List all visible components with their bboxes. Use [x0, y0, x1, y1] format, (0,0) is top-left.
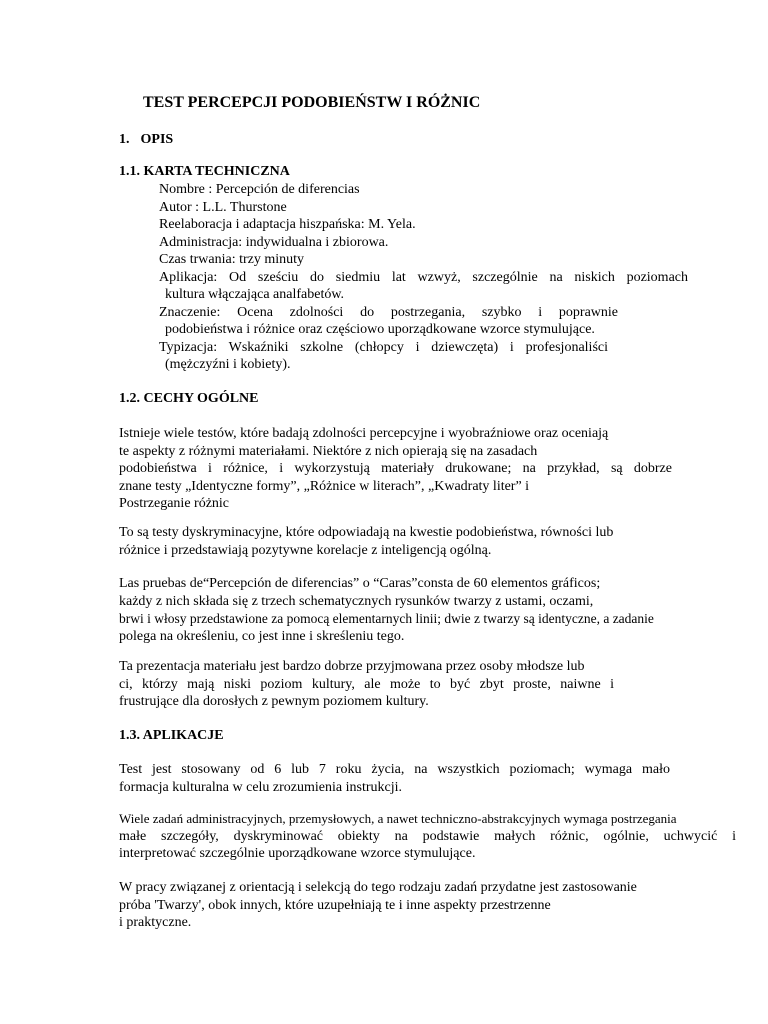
section-number: 1. [119, 132, 130, 147]
section-label: OPIS [140, 132, 174, 147]
list-item: Aplikacja: Od sześciu do siedmiu lat wzwyż, szczególnie na niskich poziomach kultura włączająca analfabetów. [159, 269, 688, 302]
section-heading-opis [119, 131, 173, 149]
document-title: TEST PERCEPCJI PODOBIEŃSTW I RÓŻNIC [143, 94, 481, 111]
list-item: Znaczenie: Ocena zdolności do postrzegania, szybko i poprawnie podobieństwa i różnice oraz częściowo uporządkowane wzorce stymulujące. [159, 304, 618, 337]
subsection-heading-cechy: 1.2. CECHY OGÓLNE [119, 391, 259, 406]
subsection-heading-karta: 1.1. KARTA TECHNICZNA [119, 164, 290, 179]
list-item: Administracja: indywidualna i zbiorowa. [159, 234, 389, 250]
paragraph: W pracy związanej z orientacją i selekcją do tego rodzaju zadań przydatne jest zastosowanie próba 'Twarzy', obok innych, które uzupełniają te i inne aspekty przestrzenne i praktyczne. [119, 880, 637, 930]
list-item: Autor : L.L. Thurstone [159, 199, 287, 215]
paragraph: To są testy dyskryminacyjne, które odpowiadają na kwestie podobieństwa, równości lub różnice i przedstawiają pozytywne korelacje z inteligencją ogólną. [119, 525, 614, 558]
subsection-heading-aplikacje: 1.3. APLIKACJE [119, 728, 224, 743]
paragraph: Wiele zadań administracyjnych, przemysłowych, a nawet techniczno-abstrakcyjnych wymaga postrzegania małe szczegóły, dyskryminować obiekty na podstawie małych różnic, ogólnie, uchwycić i interpretować szczególnie uporządkowane wzorce stymulujące. [119, 811, 736, 861]
list-item: Czas trwania: trzy minuty [159, 252, 305, 267]
paragraph: Las pruebas de“Percepción de diferencias” o “Caras”consta de 60 elementos gráficos; każdy z nich składa się z trzech schematycznych rysunków twarzy z ustami, oczami, brwi i włosy przedstawione za pomocą elementarnych linii; dwie z twarzy są identyczne, a zadanie polega na określeniu, co jest inne i skreśleniu tego. [119, 576, 654, 644]
karta-list [143, 181, 688, 374]
list-item: Nombre : Percepción de diferencias [159, 182, 360, 197]
list-item: Typizacja: Wskaźniki szkolne (chłopcy i dziewczęta) i profesjonaliści (mężczyźni i kobiety). [159, 339, 608, 372]
paragraph: Istnieje wiele testów, które badają zdolności percepcyjne i wyobraźniowe oraz oceniają te aspekty z różnymi materiałami. Niektóre z nich opierają się na zasadach podobieństwa i różnice, i wykorzystują materiały drukowane; na przykład, są dobrze znane testy „Identyczne formy”, „Różnice w literach”, „Kwadraty liter” i Postrzeganie różnic [119, 426, 672, 511]
list-item: Reelaboracja i adaptacja hiszpańska: M. Yela. [159, 217, 416, 232]
paragraph: Ta prezentacja materiału jest bardzo dobrze przyjmowana przez osoby młodsze lub ci, którzy mają niski poziom kultury, ale może to być zbyt proste, naiwne i frustrujące dla dorosłych z pewnym poziomem kultury. [119, 659, 614, 709]
paragraph: Test jest stosowany od 6 lub 7 roku życia, na wszystkich poziomach; wymaga mało formacja kulturalna w celu zrozumienia instrukcji. [119, 762, 670, 795]
